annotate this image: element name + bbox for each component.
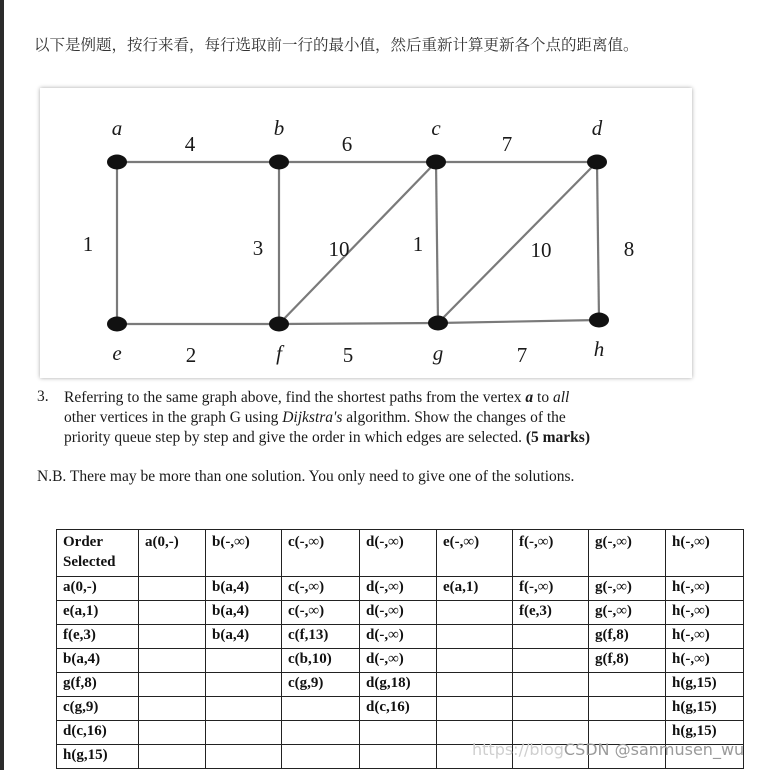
edge-g-h (438, 320, 599, 323)
queue-cell: b(a,4) (206, 625, 282, 649)
queue-cell: c(b,10) (282, 649, 360, 673)
queue-cell: h(g,15) (666, 697, 744, 721)
queue-cell (437, 697, 513, 721)
queue-cell: d(-,∞) (360, 601, 437, 625)
queue-cell (282, 721, 360, 745)
header-cell: b(-,∞) (206, 530, 282, 577)
queue-cell: d(g,18) (360, 673, 437, 697)
header-order-selected: Order Selected (57, 530, 139, 577)
weight-b-f: 3 (252, 236, 264, 260)
order-selected-cell: e(a,1) (57, 601, 139, 625)
window-left-edge (0, 0, 4, 770)
header-cell: f(-,∞) (513, 530, 589, 577)
vertex-label-g: g (432, 341, 444, 365)
table-row (57, 673, 744, 697)
table-header-row (57, 530, 744, 577)
queue-cell (437, 625, 513, 649)
queue-cell (513, 649, 589, 673)
order-selected-cell: f(e,3) (57, 625, 139, 649)
queue-cell: c(g,9) (282, 673, 360, 697)
weight-g-h: 7 (516, 343, 528, 367)
weight-f-g: 5 (342, 343, 354, 367)
queue-cell (360, 745, 437, 769)
vertex-label-e: e (112, 341, 122, 365)
queue-cell (513, 673, 589, 697)
queue-cell (437, 649, 513, 673)
node-c (426, 155, 446, 170)
weight-c-d: 7 (501, 132, 513, 156)
queue-cell: b(a,4) (206, 601, 282, 625)
header-cell: g(-,∞) (589, 530, 666, 577)
queue-cell: h(g,15) (666, 673, 744, 697)
priority-queue-table (56, 529, 744, 769)
queue-cell: h(-,∞) (666, 601, 744, 625)
queue-cell: f(e,3) (513, 601, 589, 625)
queue-cell (139, 697, 206, 721)
table-row (57, 697, 744, 721)
queue-cell: d(-,∞) (360, 577, 437, 601)
queue-cell: d(-,∞) (360, 649, 437, 673)
queue-cell: c(-,∞) (282, 601, 360, 625)
question-text (64, 388, 684, 448)
queue-cell (513, 697, 589, 721)
vertex-label-d: d (591, 116, 603, 140)
edge-c-g (436, 162, 438, 323)
queue-cell (139, 577, 206, 601)
weight-a-b: 4 (184, 132, 196, 156)
table-row (57, 601, 744, 625)
queue-cell (437, 673, 513, 697)
table-row (57, 625, 744, 649)
header-cell: c(-,∞) (282, 530, 360, 577)
queue-cell (206, 721, 282, 745)
table-row (57, 577, 744, 601)
queue-cell: c(-,∞) (282, 577, 360, 601)
queue-cell: b(a,4) (206, 577, 282, 601)
vertex-label-c: c (431, 116, 441, 140)
weight-b-c: 6 (341, 132, 353, 156)
queue-cell: g(f,8) (589, 625, 666, 649)
queue-cell (206, 649, 282, 673)
weight-a-e: 1 (82, 232, 94, 256)
node-f (269, 317, 289, 332)
node-a (107, 155, 127, 170)
queue-cell (437, 601, 513, 625)
queue-cell (282, 697, 360, 721)
order-selected-cell: b(a,4) (57, 649, 139, 673)
graph-figure (40, 88, 692, 378)
queue-cell (513, 625, 589, 649)
node-h (589, 313, 609, 328)
watermark: https://blogCSDN @sanmusen_wu (472, 740, 745, 759)
edge-d-h (597, 162, 599, 320)
question-line-3: priority queue step by step and give the order in which edges are selected. (5 marks) (64, 429, 590, 446)
weight-c-g: 1 (412, 232, 424, 256)
queue-cell: h(-,∞) (666, 625, 744, 649)
graph-svg (40, 88, 692, 378)
node-b (269, 155, 289, 170)
queue-cell (206, 745, 282, 769)
note-text: N.B. There may be more than one solution. You only need to give one of the solutions. (37, 468, 575, 485)
order-selected-cell: d(c,16) (57, 721, 139, 745)
vertex-label-h: h (593, 337, 605, 361)
question-line-1: Referring to the same graph above, find the shortest paths from the vertex a to all (64, 389, 570, 406)
edge-f-g (279, 323, 438, 324)
queue-cell (139, 649, 206, 673)
queue-cell: g(-,∞) (589, 577, 666, 601)
weight-f-c: 10 (328, 237, 350, 261)
queue-cell: d(-,∞) (360, 625, 437, 649)
node-g (428, 316, 448, 331)
header-cell: d(-,∞) (360, 530, 437, 577)
queue-cell (589, 697, 666, 721)
queue-cell: g(-,∞) (589, 601, 666, 625)
queue-cell: h(-,∞) (666, 649, 744, 673)
question-line-2: other vertices in the graph G using Dijkstra's algorithm. Show the changes of the (64, 409, 566, 426)
order-selected-cell: h(g,15) (57, 745, 139, 769)
queue-cell (589, 673, 666, 697)
intro-text: 以下是例题，按行来看，每行选取前一行的最小值，然后重新计算更新各个点的距离值。 (34, 36, 639, 54)
queue-cell (206, 673, 282, 697)
question-number: 3. (37, 388, 49, 405)
vertex-label-f: f (276, 341, 282, 365)
weight-g-d: 10 (530, 238, 552, 262)
queue-cell: e(a,1) (437, 577, 513, 601)
queue-cell: c(f,13) (282, 625, 360, 649)
header-cell: h(-,∞) (666, 530, 744, 577)
order-selected-cell: g(f,8) (57, 673, 139, 697)
order-selected-cell: c(g,9) (57, 697, 139, 721)
weight-d-h: 8 (623, 237, 635, 261)
node-d (587, 155, 607, 170)
vertex-label-a: a (111, 116, 123, 140)
queue-cell (139, 625, 206, 649)
weight-e-f: 2 (185, 343, 197, 367)
queue-cell: h(g,15) (666, 721, 744, 745)
vertex-label-b: b (273, 116, 285, 140)
header-cell: a(0,-) (139, 530, 206, 577)
order-selected-cell: a(0,-) (57, 577, 139, 601)
queue-cell: h(-,∞) (666, 577, 744, 601)
queue-cell (139, 745, 206, 769)
queue-cell (139, 673, 206, 697)
queue-cell (282, 745, 360, 769)
table-row (57, 649, 744, 673)
queue-cell (139, 721, 206, 745)
node-e (107, 317, 127, 332)
queue-cell: g(f,8) (589, 649, 666, 673)
edge-g-d (438, 162, 597, 323)
queue-cell: d(c,16) (360, 697, 437, 721)
queue-cell (139, 601, 206, 625)
queue-cell: f(-,∞) (513, 577, 589, 601)
queue-cell (206, 697, 282, 721)
header-cell: e(-,∞) (437, 530, 513, 577)
queue-cell (360, 721, 437, 745)
